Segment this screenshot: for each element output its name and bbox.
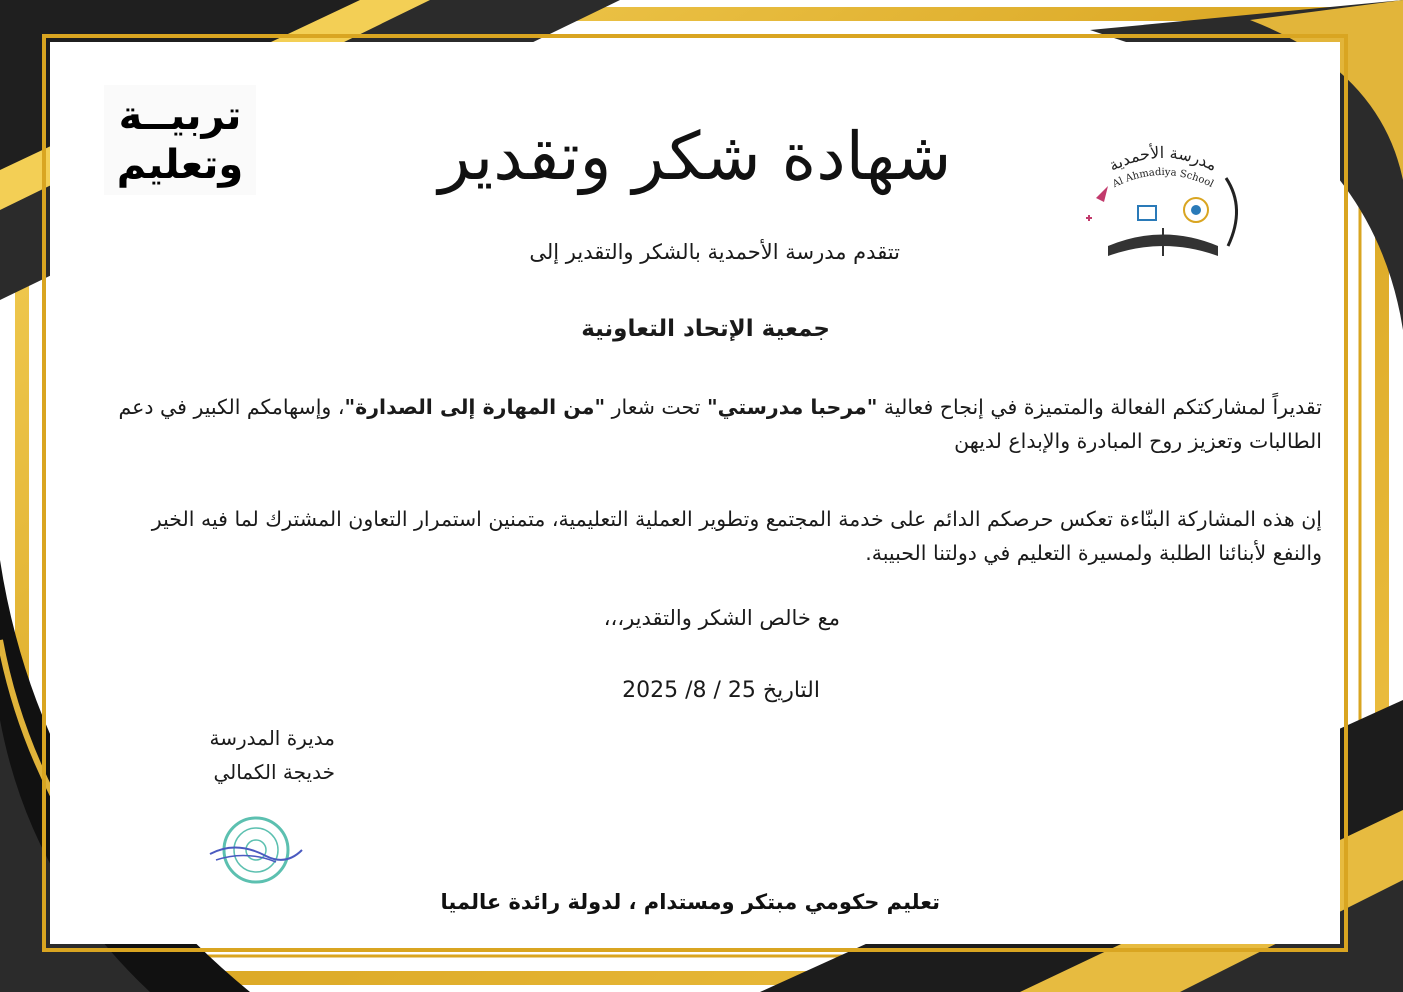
body-paragraph-1 xyxy=(100,390,1322,458)
para1-part1: تقديراً لمشاركتكم الفعالة والمتميزة في إنجاح فعالية xyxy=(877,395,1322,419)
school-name-en: Al Ahmadiya School xyxy=(1110,166,1216,191)
motto-text: تعليم حكومي مبتكر ومستدام ، لدولة رائدة عالميا xyxy=(440,890,940,914)
education-logo xyxy=(104,85,256,195)
event-name: "مرحبا مدرستي" xyxy=(706,395,878,419)
school-name-ar: مدرسة الأحمدية xyxy=(1105,142,1221,175)
svg-text:Al Ahmadiya School xyxy=(1110,167,1215,191)
education-logo-line1: تربيــة xyxy=(118,93,242,139)
date-label: التاريخ xyxy=(762,678,820,703)
para1-part3: ، وإسهامكم الكبير في دعم الطالبات وتعزيز روح المبادرة والإبداع لديهن xyxy=(118,395,1322,453)
slogan: "من المهارة إلى الصدارة" xyxy=(344,395,606,419)
school-stamp-signature xyxy=(206,810,306,890)
signatory-name: خديجة الكمالي xyxy=(213,760,335,784)
recipient-name: جمعية الإتحاد التعاونية xyxy=(581,316,830,342)
date-line xyxy=(560,678,820,703)
closing-text: مع خالص الشكر والتقدير،،، xyxy=(603,606,840,630)
certificate-title: شهادة شكر وتقدير xyxy=(438,118,952,195)
para1-part2: تحت شعار xyxy=(605,395,707,419)
date-value: 2025 /8 / 25 xyxy=(622,678,756,703)
body-paragraph-2: إن هذه المشاركة البنّاءة تعكس حرصكم الدائم على خدمة المجتمع وتطوير العملية التعليمية، متمنين استمرار التعاون المشترك لما فيه الخير والنفع لأبنائنا الطلبة ولمسيرة التعليم في دولتنا الحبيبة. xyxy=(151,507,1322,565)
education-logo-line2: وتعليم xyxy=(116,142,244,188)
intro-text: تتقدم مدرسة الأحمدية بالشكر والتقدير إلى xyxy=(529,240,900,264)
school-logo xyxy=(1068,128,1258,268)
signatory-title: مديرة المدرسة xyxy=(209,726,335,750)
